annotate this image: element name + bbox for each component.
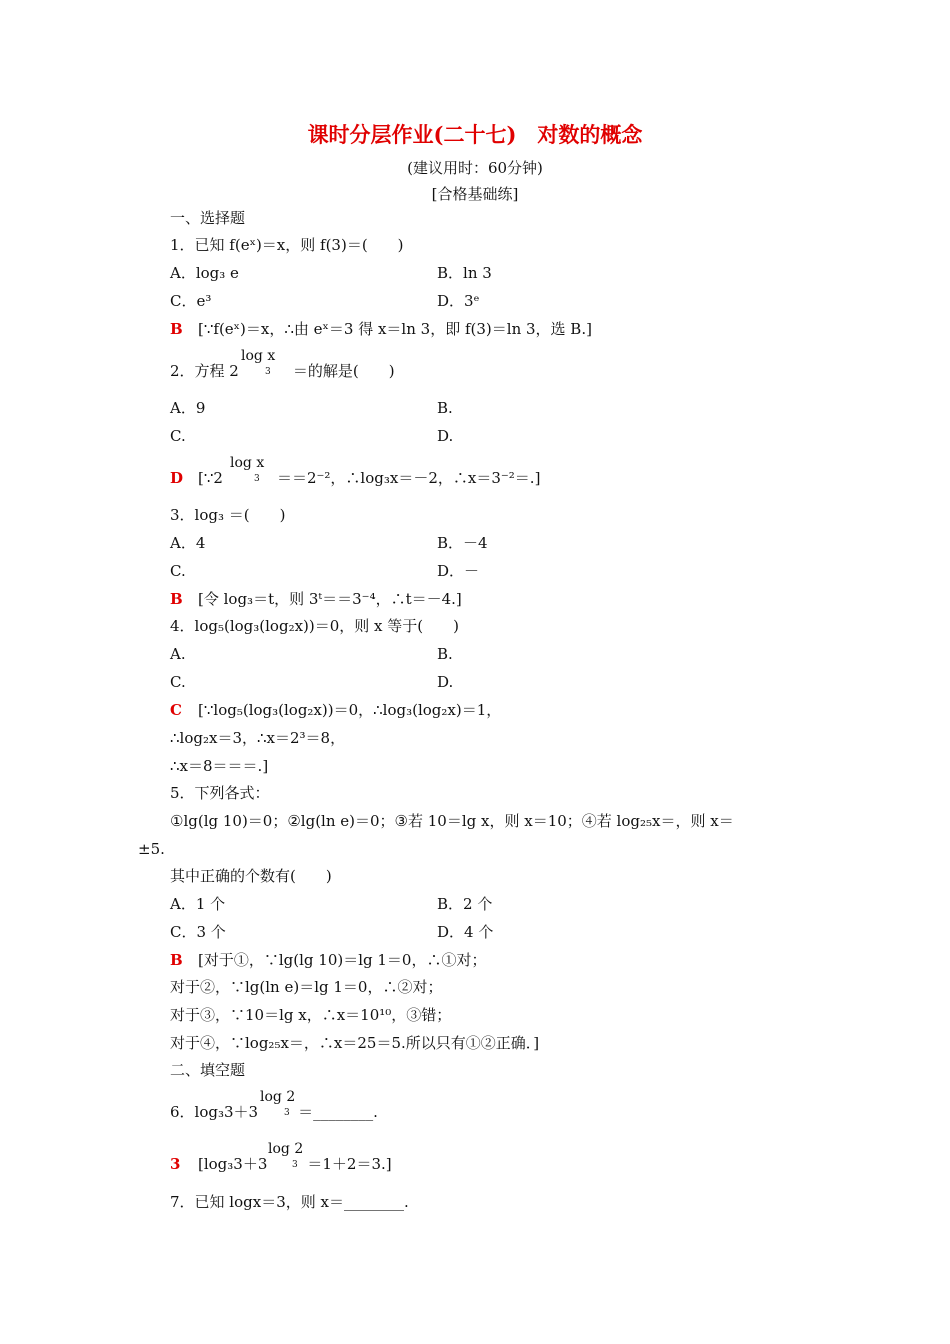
q2-answer: D <box>170 469 184 487</box>
q3-answer-row <box>170 589 462 609</box>
q4-explanation-2: ∴log₂x＝3，∴x＝2³＝8， <box>170 729 346 747</box>
q6-exponent-base: 3 <box>284 1108 290 1118</box>
q5-statements: ①lg(lg 10)＝0；②lg(ln e)＝0；③若 10＝lg x，则 x＝10；④若 log₂₅x＝，则 x＝ <box>170 812 734 830</box>
q4-explanation-3: ∴x＝8＝＝＝.] <box>170 757 269 775</box>
q1-answer-row <box>170 319 592 339</box>
question-2-stem <box>170 361 395 381</box>
q6-stem-pre: 6．log₃3＋3 <box>170 1103 259 1121</box>
q5-answer: B <box>170 951 183 969</box>
q2-answer-row <box>170 468 540 488</box>
question-7-stem: 7．已知 logx＝3，则 x＝________. <box>170 1193 409 1211</box>
q5-option-d: D．4 个 <box>437 923 494 941</box>
q1-option-c: C．e³ <box>170 292 212 310</box>
q4-option-c: C. <box>170 673 186 691</box>
q3-option-c: C. <box>170 562 186 580</box>
q2-exp-pre: [∵2 <box>198 469 223 487</box>
q4-answer: C <box>170 701 182 719</box>
difficulty-level: [合格基础练] <box>431 185 519 203</box>
q6-exp-post: ＝1＋2＝3.] <box>307 1155 392 1173</box>
section-heading-choice: 一、选择题 <box>170 209 246 227</box>
q3-explanation: [令 log₃＝t，则 3ᵗ＝＝3⁻⁴，∴t＝－4.] <box>198 590 462 608</box>
q2-option-c: C. <box>170 427 186 445</box>
question-1-stem: 1．已知 f(eˣ)＝x，则 f(3)＝( ) <box>170 236 404 254</box>
q5-answer-row <box>170 950 486 970</box>
q6-answer-row <box>170 1154 392 1174</box>
q4-answer-row <box>170 700 501 720</box>
q6-exp-exponent-base: 3 <box>292 1160 298 1170</box>
q1-option-b: B．ln 3 <box>437 264 492 282</box>
q5-explanation-2: 对于②，∵lg(ln e)＝lg 1＝0，∴②对； <box>170 978 443 996</box>
q2-exponent-base: 3 <box>265 367 271 377</box>
q1-explanation: [∵f(eˣ)＝x，∴由 eˣ＝3 得 x＝ln 3，即 f(3)＝ln 3，选 B.] <box>198 320 592 338</box>
q6-answer: 3 <box>170 1155 181 1173</box>
suggested-time: (建议用时：60分钟) <box>407 159 543 177</box>
q5-explanation-4: 对于④，∵log₂₅x＝，∴x＝25＝5.所以只有①②正确．] <box>170 1034 540 1052</box>
q2-exp-exponent-base: 3 <box>254 474 260 484</box>
q5-option-a: A．1 个 <box>170 895 226 913</box>
q4-option-a: A. <box>170 645 186 663</box>
q2-option-d: D. <box>437 427 454 445</box>
q3-answer: B <box>170 590 183 608</box>
q6-exponent: log 2 <box>260 1089 296 1105</box>
question-4-stem: 4．log₅(log₃(log₂x))＝0，则 x 等于( ) <box>170 617 459 635</box>
q3-option-a: A．4 <box>170 534 206 552</box>
q4-explanation-1: [∵log₅(log₃(log₂x))＝0，∴log₃(log₂x)＝1， <box>198 701 502 719</box>
page-title: 课时分层作业(二十七) 对数的概念 <box>307 122 643 147</box>
q5-explanation-1: [对于①，∵lg(lg 10)＝lg 1＝0，∴①对； <box>198 951 487 969</box>
q2-exp-post: ＝＝2⁻²，∴log₃x＝－2，∴x＝3⁻²＝.] <box>276 469 541 487</box>
q1-option-a: A．log₃ e <box>170 264 239 282</box>
q2-option-a: A．9 <box>170 399 206 417</box>
q4-option-b: B. <box>437 645 453 663</box>
q6-exp-exponent: log 2 <box>268 1141 304 1157</box>
question-3-stem: 3．log₃ ＝( ) <box>170 506 286 524</box>
q2-stem-pre: 2．方程 2 <box>170 362 239 380</box>
q2-exponent: log x <box>241 348 276 364</box>
q3-option-b: B．－4 <box>437 534 488 552</box>
section-heading-fill: 二、填空题 <box>170 1061 246 1079</box>
q1-answer: B <box>170 320 183 338</box>
q6-exp-pre: [log₃3＋3 <box>198 1155 268 1173</box>
q3-option-d: D．－ <box>437 562 480 580</box>
question-6-stem <box>170 1102 378 1122</box>
q1-option-d: D．3ᵉ <box>437 292 480 310</box>
q5-option-c: C．3 个 <box>170 923 226 941</box>
q2-option-b: B. <box>437 399 453 417</box>
q6-stem-post: ＝________. <box>298 1103 378 1121</box>
q4-option-d: D. <box>437 673 454 691</box>
q2-stem-post: ＝的解是( ) <box>292 362 395 380</box>
q5-statements-cont: ±5. <box>138 840 165 858</box>
q5-explanation-3: 对于③，∵10＝lg x，∴x＝10¹⁰，③错； <box>170 1006 452 1024</box>
q2-exp-exponent: log x <box>230 455 265 471</box>
question-5-stem: 5．下列各式： <box>170 784 270 802</box>
q5-question: 其中正确的个数有( ) <box>170 867 332 885</box>
q5-option-b: B．2 个 <box>437 895 493 913</box>
